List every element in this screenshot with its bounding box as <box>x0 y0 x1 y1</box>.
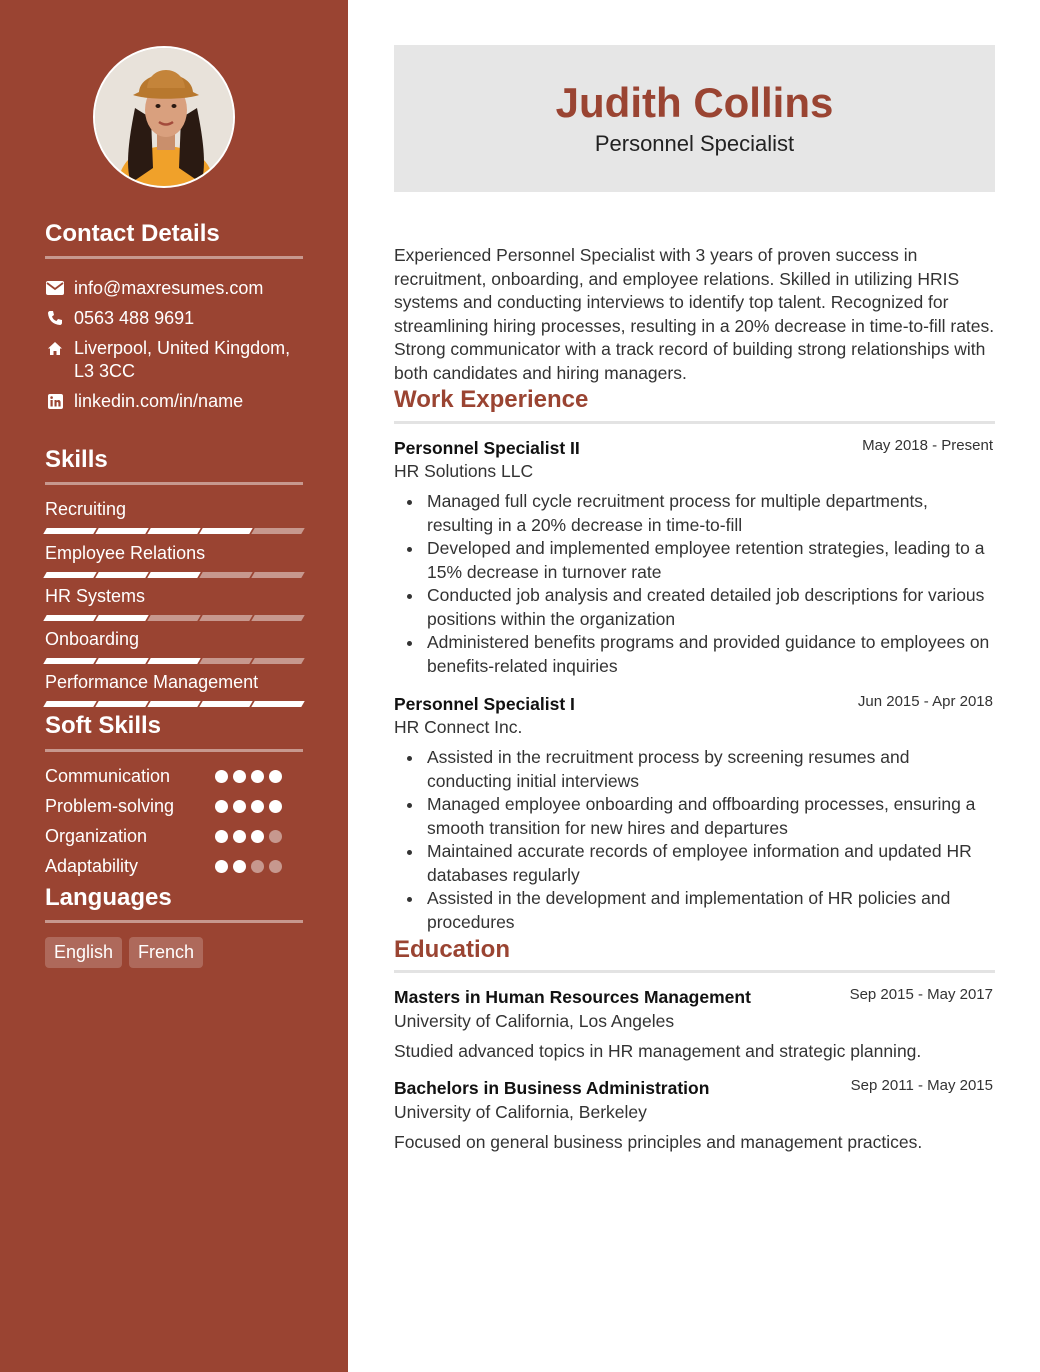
job-bullet: Administered benefits programs and provided guidance to employees on benefits-related inquiries <box>427 631 997 678</box>
soft-skills-section-title: Soft Skills <box>45 712 162 739</box>
contact-address-text <box>74 337 290 383</box>
skill-level-segment <box>43 658 96 664</box>
language-badge: English <box>45 937 122 968</box>
work-divider <box>394 421 995 424</box>
skill-name: HR Systems <box>45 586 146 606</box>
skills-section-title: Skills <box>45 446 108 473</box>
skill-level-segment <box>251 658 304 664</box>
contact-phone-text[interactable]: 0563 488 9691 <box>74 308 195 328</box>
job-bullet: Assisted in the recruitment process by screening resumes and conducting initial interviews <box>427 746 997 793</box>
skill-name: Employee Relations <box>45 543 206 563</box>
skill-name: Recruiting <box>45 499 127 519</box>
degree-description: Studied advanced topics in HR management and strategic planning. <box>394 1041 922 1061</box>
skill-level-segment <box>95 701 148 707</box>
skill-level-segment <box>95 528 148 534</box>
school-name: University of California, Los Angeles <box>394 1011 675 1031</box>
skills-divider <box>45 482 303 485</box>
degree-dates: Sep 2015 - May 2017 <box>849 986 993 1003</box>
skill-level-segment <box>199 615 252 621</box>
job-dates: May 2018 - Present <box>862 437 993 454</box>
home-icon <box>45 338 65 358</box>
soft-skill-rating-dot <box>215 800 228 813</box>
job-title: Personnel Specialist I <box>394 694 575 714</box>
skill-level-bar <box>45 701 305 707</box>
skill-level-bar <box>45 658 305 664</box>
soft-skill-rating-dot <box>269 830 282 843</box>
skill-level-segment <box>43 615 96 621</box>
name-header <box>394 45 995 192</box>
skill-level-segment <box>147 701 200 707</box>
degree-description: Focused on general business principles and management practices. <box>394 1132 923 1152</box>
address-line-1: Liverpool, United Kingdom, <box>74 338 291 358</box>
envelope-icon <box>45 278 65 298</box>
phone-icon <box>45 308 65 328</box>
skill-level-bar <box>45 528 305 534</box>
soft-skill-rating-dot <box>233 770 246 783</box>
job-bullet: Developed and implemented employee retention strategies, leading to a 15% decrease in turnover rate <box>427 537 997 584</box>
soft-skill-rating-dot <box>269 770 282 783</box>
skill-level-segment <box>43 701 96 707</box>
skill-level-segment <box>251 572 304 578</box>
soft-skill-name: Adaptability <box>45 856 139 876</box>
skill-level-segment <box>199 528 252 534</box>
job-bullets <box>427 490 997 678</box>
job-company: HR Solutions LLC <box>394 461 534 481</box>
skill-level-segment <box>251 615 304 621</box>
skill-level-segment <box>95 658 148 664</box>
job-bullet: Maintained accurate records of employee information and updated HR databases regularly <box>427 840 997 887</box>
skill-level-segment <box>199 572 252 578</box>
skill-name: Onboarding <box>45 629 140 649</box>
soft-skill-rating-dot <box>215 860 228 873</box>
school-name: University of California, Berkeley <box>394 1102 647 1122</box>
soft-skill-name: Communication <box>45 766 171 786</box>
soft-skill-rating-dot <box>269 860 282 873</box>
degree-dates: Sep 2011 - May 2015 <box>850 1077 993 1094</box>
soft-skill-name: Problem-solving <box>45 796 175 816</box>
skill-level-segment <box>251 528 304 534</box>
candidate-role: Personnel Specialist <box>594 131 795 156</box>
linkedin-icon <box>45 391 65 411</box>
languages-divider <box>45 920 303 923</box>
profile-summary: Experienced Personnel Specialist with 3 years of proven success in recruitment, onboarding, and employee relations. Skilled in utilizing HRIS systems and conducting interviews to identify top talent. Recognized for streamlining hiring processes, resulting in a 20% decrease in time-to-fill rates. Strong communicator with a track record of building strong relationships with both candidates and hiring managers. <box>394 245 995 383</box>
job-bullet: Managed employee onboarding and offboarding processes, ensuring a smooth transition for new hires and departures <box>427 793 997 840</box>
skill-level-segment <box>95 572 148 578</box>
contact-linkedin-text[interactable]: linkedin.com/in/name <box>74 391 244 411</box>
job-bullet: Conducted job analysis and created detailed job descriptions for various positions within the organization <box>427 584 997 631</box>
soft-skill-rating-dot <box>215 830 228 843</box>
soft-skill-rating-dot <box>251 860 264 873</box>
skill-level-segment <box>199 701 252 707</box>
soft-skill-rating-dot <box>251 770 264 783</box>
education-divider <box>394 970 995 973</box>
job-bullet: Assisted in the development and implementation of HR policies and procedures <box>427 887 997 934</box>
contact-divider <box>45 256 303 259</box>
job-bullets <box>427 746 997 934</box>
skill-name: Performance Management <box>45 672 259 692</box>
skill-level-segment <box>43 528 96 534</box>
soft-skill-rating-dot <box>251 800 264 813</box>
soft-skill-rating-dot <box>233 800 246 813</box>
contact-address <box>45 337 290 383</box>
job-title: Personnel Specialist II <box>394 438 580 458</box>
candidate-name: Judith Collins <box>555 79 834 126</box>
skill-level-segment <box>147 615 200 621</box>
profile-photo <box>93 46 235 188</box>
soft-skill-name: Organization <box>45 826 148 846</box>
job-company: HR Connect Inc. <box>394 717 523 737</box>
contact-section-title: Contact Details <box>45 220 220 247</box>
languages-section-title: Languages <box>45 884 172 911</box>
work-section-title: Work Experience <box>394 386 589 413</box>
soft-skill-rating-dot <box>269 800 282 813</box>
contact-email[interactable] <box>45 277 263 300</box>
skill-level-segment <box>95 615 148 621</box>
skill-level-segment <box>147 572 200 578</box>
address-line-2: L3 3CC <box>74 361 136 381</box>
contact-linkedin[interactable] <box>45 390 243 413</box>
education-section-title: Education <box>394 936 511 963</box>
skill-level-segment <box>199 658 252 664</box>
language-badge: French <box>129 937 203 968</box>
contact-email-text[interactable]: info@maxresumes.com <box>74 278 264 298</box>
skill-level-bar <box>45 615 305 621</box>
sidebar <box>0 0 348 1372</box>
skill-level-segment <box>147 658 200 664</box>
skill-level-segment <box>147 528 200 534</box>
soft-skill-rating-dot <box>251 830 264 843</box>
degree-title: Bachelors in Business Administration <box>394 1078 710 1098</box>
avatar-illustration <box>95 48 235 188</box>
skill-level-bar <box>45 572 305 578</box>
soft-skills-divider <box>45 749 303 752</box>
degree-title: Masters in Human Resources Management <box>394 987 751 1007</box>
job-bullet: Managed full cycle recruitment process for multiple departments, resulting in a 20% decrease in time-to-fill <box>427 490 997 537</box>
skill-level-segment <box>251 701 304 707</box>
job-dates: Jun 2015 - Apr 2018 <box>857 693 993 710</box>
contact-phone[interactable] <box>45 307 194 330</box>
skill-level-segment <box>43 572 96 578</box>
soft-skill-rating-dot <box>233 830 246 843</box>
soft-skill-rating-dot <box>215 770 228 783</box>
soft-skill-rating-dot <box>233 860 246 873</box>
